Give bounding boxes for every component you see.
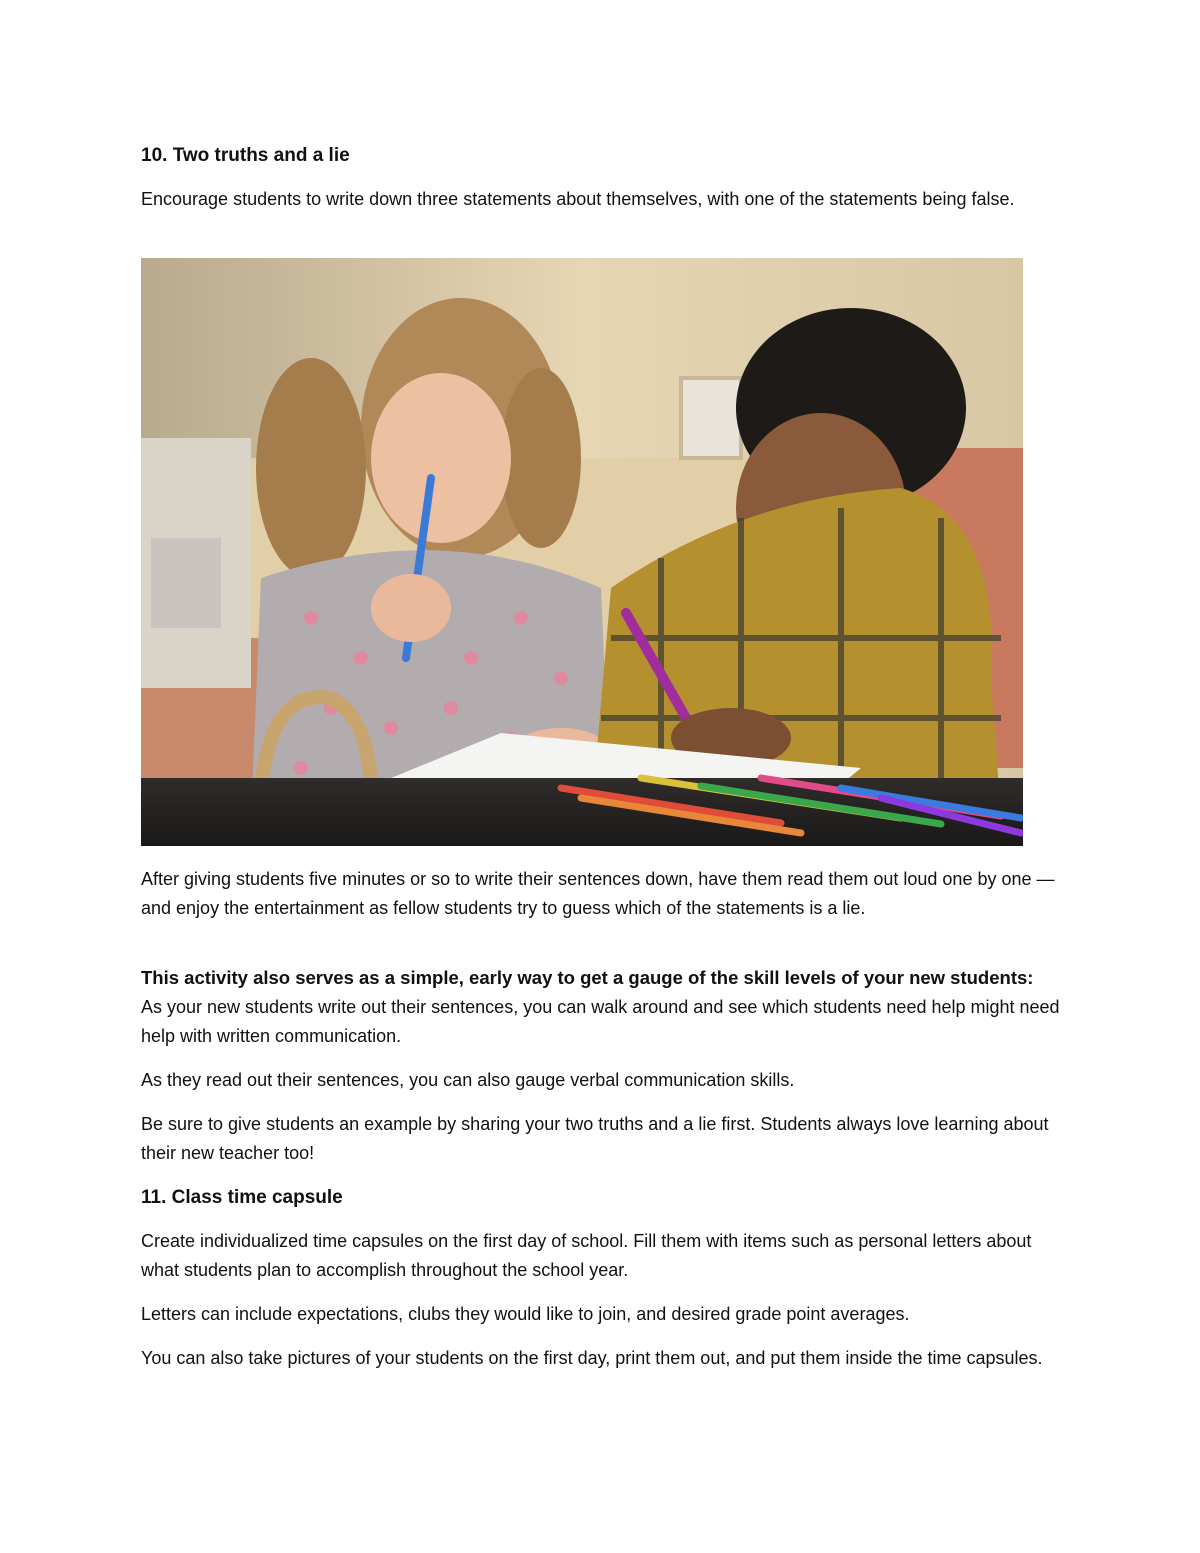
paragraph-intro: Encourage students to write down three statements about themselves, with one of the statements being false. [141, 189, 1015, 209]
section-heading-two-truths: 10. Two truths and a lie [141, 145, 350, 166]
paragraph-time-capsule-1: Create individualized time capsules on the first day of school. Fill them with items such as personal letters about what students plan to accomplish throughout the school year. [141, 1231, 1032, 1280]
paragraph-after-photo: After giving students five minutes or so to write their sentences down, have them read them out loud one by one — and enjoy the entertainment as fellow students try to guess which of the statements is a lie. [141, 869, 1055, 918]
paragraph-example: Be sure to give students an example by sharing your two truths and a lie first. Students always love learning about their new teacher too! [141, 1114, 1049, 1163]
paragraph-time-capsule-2: Letters can include expectations, clubs they would like to join, and desired grade point averages. [141, 1304, 910, 1324]
paragraph-bold-lead: This activity also serves as a simple, early way to get a gauge of the skill levels of your new students: [141, 967, 1034, 988]
section-heading-time-capsule: 11. Class time capsule [141, 1187, 343, 1208]
photo-children-writing [141, 258, 1023, 846]
paragraph-bold-lead-followup: As your new students write out their sentences, you can walk around and see which students need help might need help with written communication. [141, 997, 1060, 1046]
paragraph-time-capsule-3: You can also take pictures of your students on the first day, print them out, and put them inside the time capsules. [141, 1348, 1043, 1368]
paragraph-verbal-skills: As they read out their sentences, you can also gauge verbal communication skills. [141, 1070, 795, 1090]
